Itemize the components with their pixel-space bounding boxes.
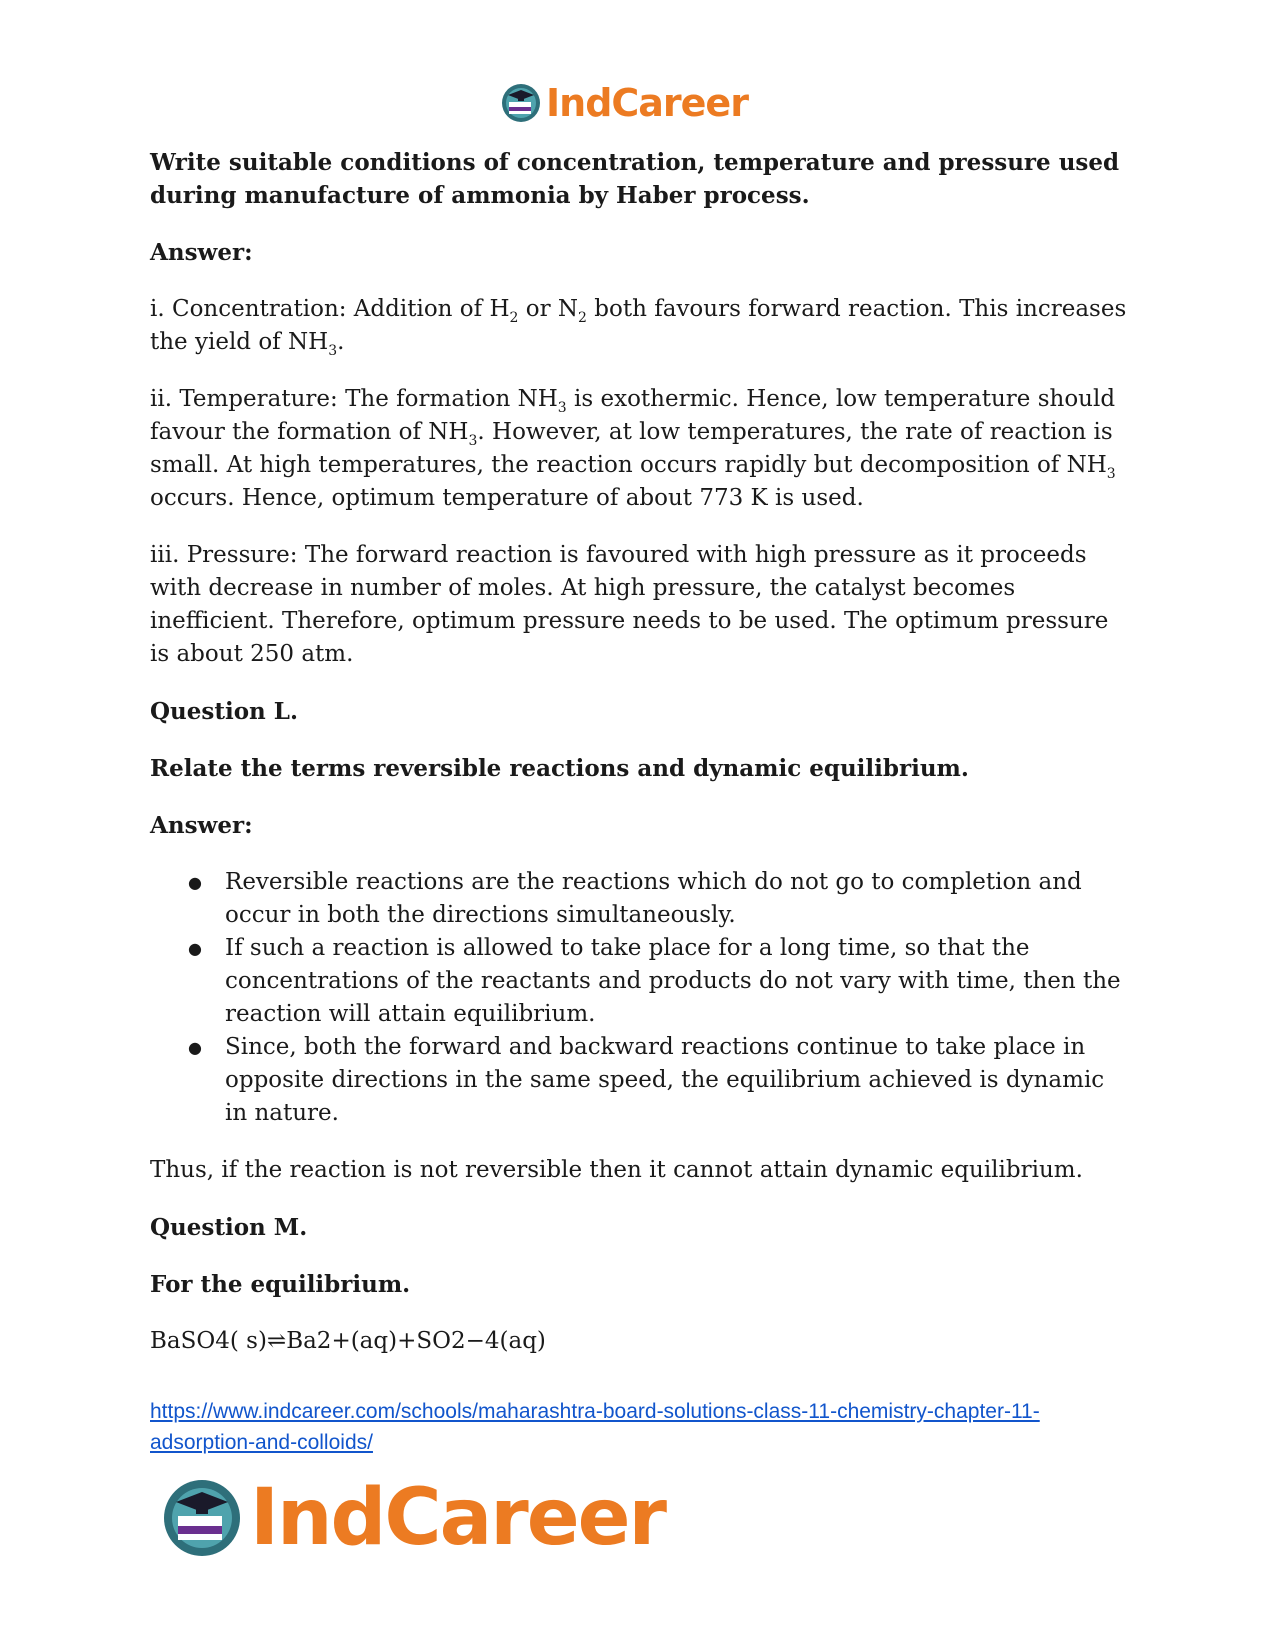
list-item: ● Since, both the forward and backward reactions continue to take place in opposite directions in the same speed, the equilibrium achieved is dynamic in nature. [225,1031,1130,1130]
question-m-label: Question M. [150,1214,308,1241]
question-m-text: For the equilibrium. [150,1271,411,1298]
answer-label: Answer: [150,239,253,266]
question-l-text: Relate the terms reversible reactions and dynamic equilibrium. [150,755,969,782]
answer-label-2: Answer: [150,812,253,839]
document-body [150,146,1130,1358]
source-link-block [150,1396,1140,1458]
pressure-paragraph: iii. Pressure: The forward reaction is favoured with high pressure as it proceeds with decrease in number of moles. At high pressure, the catalyst becomes inefficient. Therefore, optimum pressure needs to be used. The optimum pressure is about 250 atm. [150,542,1109,667]
graduation-book-icon [500,82,542,124]
list-item: ● Reversible reactions are the reactions which do not go to completion and occur in both the directions simultaneously. [225,866,1130,932]
indcareer-logo-top [500,80,748,126]
source-link[interactable]: https://www.indcareer.com/schools/maharashtra-board-solutions-class-11-chemistry-chapter-11-adsorption-and-colloids/ [150,1400,1040,1454]
logo-wordmark: IndCareer [250,1473,665,1563]
question-l-label: Question L. [150,698,298,725]
graduation-book-icon [160,1476,244,1560]
answer-bullet-list [150,866,1130,1130]
list-item: ● If such a reaction is allowed to take place for a long time, so that the concentrations of the reactants and products do not vary with time, then the reaction will attain equilibrium. [225,932,1130,1031]
indcareer-logo-bottom [160,1472,665,1564]
conclusion-paragraph: Thus, if the reaction is not reversible then it cannot attain dynamic equilibrium. [150,1157,1083,1183]
concentration-paragraph: i. Concentration: Addition of $H_2$ or $N_2$ both favours forward reaction. This increases the yield of $NH_3$. [150,296,1127,359]
equilibrium-equation: BaSO4( s)⇌Ba2+(aq)+SO2−4(aq) [150,1328,546,1354]
temperature-paragraph: ii. Temperature: The formation $NH_3$ is exothermic. Hence, low temperature should favour the formation of $NH_3$. However, at low temperatures, the rate of reaction is small. At high temperatures, the reaction occurs rapidly but decomposition of $NH_3$ occurs. Hence, optimum temperature of about 773 K is used. [150,386,1116,511]
question-heading: Write suitable conditions of concentration, temperature and pressure used during manufacture of ammonia by Haber process. [150,149,1120,209]
logo-wordmark: IndCareer [546,81,748,125]
